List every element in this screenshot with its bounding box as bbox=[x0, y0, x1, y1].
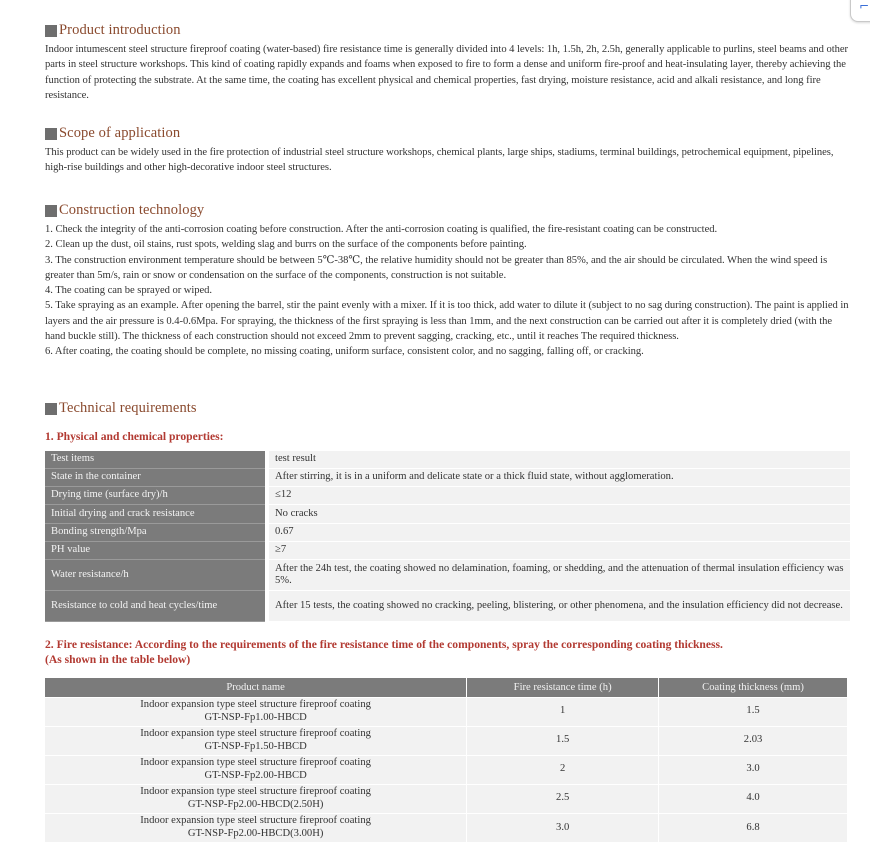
property-result: test result bbox=[267, 451, 850, 468]
tab-icon: ⌐ bbox=[859, 0, 870, 13]
col-fire-resistance-time: Fire resistance time (h) bbox=[467, 678, 659, 697]
product-code: GT-NSP-Fp2.00-HBCD(3.00H) bbox=[187, 827, 324, 839]
col-coating-thickness: Coating thickness (mm) bbox=[659, 678, 848, 697]
step-6: 6. After coating, the coating should be complete, no missing coating, uniform surface, consistent color, and no sagging, falling off, or cracking. bbox=[45, 346, 644, 358]
property-item: Water resistance/h bbox=[45, 559, 267, 590]
scope-heading bbox=[45, 125, 853, 142]
step-3: 3. The construction environment temperature should be between 5℃-38℃, the relative humidity should not be greater than 85%, and the air should be circulated. When the wind speed is greater than 5m/s, rain or snow or condensation on the surface of the components, construction is not suitable. bbox=[45, 254, 828, 281]
table-row bbox=[45, 697, 848, 726]
table-row bbox=[45, 726, 848, 755]
fire-title-line-2: (As shown in the table below) bbox=[45, 653, 191, 666]
property-item: Drying time (surface dry)/h bbox=[45, 486, 267, 504]
product-code: GT-NSP-Fp1.50-HBCD bbox=[204, 740, 307, 752]
table-row bbox=[45, 486, 850, 504]
fire-time-cell: 1 bbox=[467, 697, 659, 726]
technical-heading-text: Technical requirements bbox=[59, 400, 197, 416]
table-row bbox=[45, 813, 848, 842]
property-result: After stirring, it is in a uniform and delicate state or a thick fluid state, without agglomeration. bbox=[267, 468, 850, 486]
table-row bbox=[45, 523, 850, 541]
fire-time-cell: 2.5 bbox=[467, 784, 659, 813]
scope-text: This product can be widely used in the fire protection of industrial steel structure workshops, chemical plants, large ships, stadiums, terminal buildings, petrochemical equipment, pipelines, high-rise buildings and other high-decorative indoor steel structures. bbox=[45, 147, 834, 174]
product-code: GT-NSP-Fp2.00-HBCD bbox=[204, 769, 307, 781]
step-4: 4. The coating can be sprayed or wiped. bbox=[45, 285, 213, 297]
fire-resistance-title bbox=[45, 637, 853, 667]
table-row bbox=[45, 559, 850, 590]
product-name-cell bbox=[45, 755, 467, 784]
property-result: After 15 tests, the coating showed no cracking, peeling, blistering, or other phenomena, and the insulation efficiency did not decrease. bbox=[267, 590, 850, 621]
scope-section bbox=[45, 125, 853, 176]
fire-title-line-1: 2. Fire resistance: According to the requirements of the fire resistance time of the components, spray the corresponding coating thickness. bbox=[45, 638, 723, 651]
step-5: 5. Take spraying as an example. After opening the barrel, stir the paint evenly with a mixer. If it is too thick, add water to dilute it (subject to no sag during construction). The paint is applied in layers and the air pressure is 0.4-0.6Mpa. For spraying, the thickness of the first spraying is less than 1mm, and the next construction can be carried out after it is completely dried (with the hand buckle still). The thickness of each construction should not exceed 2mm to prevent sagging, cracking, etc., until it reaches The required thickness. bbox=[45, 300, 849, 343]
property-item: Resistance to cold and heat cycles/time bbox=[45, 590, 267, 621]
step-2: 2. Clean up the dust, oil stains, rust spots, welding slag and burrs on the surface of the components before painting. bbox=[45, 239, 527, 251]
table-row bbox=[45, 451, 850, 468]
product-name-cell bbox=[45, 813, 467, 842]
property-item: State in the container bbox=[45, 468, 267, 486]
thickness-cell: 1.5 bbox=[659, 697, 848, 726]
step-1: 1. Check the integrity of the anti-corrosion coating before construction. After the anti-corrosion coating is qualified, the fire-resistant coating can be constructed. bbox=[45, 224, 718, 235]
table-row bbox=[45, 590, 850, 621]
scope-heading-text: Scope of application bbox=[59, 125, 181, 141]
property-item: PH value bbox=[45, 541, 267, 559]
property-result: No cracks bbox=[267, 504, 850, 523]
property-result: After the 24h test, the coating showed no delamination, foaming, or shedding, and the attenuation of thermal insulation efficiency was 5%. bbox=[267, 559, 850, 590]
corner-tab-button[interactable] bbox=[850, 0, 870, 22]
property-result: ≤12 bbox=[267, 486, 850, 504]
construction-heading bbox=[45, 202, 853, 219]
intro-text: Indoor intumescent steel structure fireproof coating (water-based) fire resistance time is generally divided into 4 levels: 1h, 1.5h, 2h, 2.5h, generally applicable to purlins, steel beams and other parts in steel structure workshops. This kind of coating rapidly expands and foams when exposed to fire to form a dense and uniform fire-proof and heat-insulating layer, thereby achieving the function of protecting the substrate. At the same time, the coating has excellent physical and chemical properties, fast drying, moisture resistance, acid and alkali resistance, and long fire resistance. bbox=[45, 44, 848, 101]
property-item: Initial drying and crack resistance bbox=[45, 504, 267, 523]
heading-square-icon bbox=[45, 128, 57, 140]
physical-properties-table bbox=[45, 451, 850, 622]
construction-steps bbox=[45, 222, 853, 360]
property-result: ≥7 bbox=[267, 541, 850, 559]
physical-title: 1. Physical and chemical properties: bbox=[45, 430, 224, 443]
product-name-line: Indoor expansion type steel structure fireproof coating bbox=[140, 699, 371, 710]
product-name-cell bbox=[45, 784, 467, 813]
table-row bbox=[45, 468, 850, 486]
product-name-cell bbox=[45, 697, 467, 726]
fire-time-cell: 3.0 bbox=[467, 813, 659, 842]
intro-heading bbox=[45, 22, 853, 39]
technical-section bbox=[45, 400, 853, 417]
product-name-cell bbox=[45, 726, 467, 755]
table-row bbox=[45, 541, 850, 559]
product-code: GT-NSP-Fp1.00-HBCD bbox=[204, 711, 307, 723]
col-product-name: Product name bbox=[45, 678, 467, 697]
property-item: Test items bbox=[45, 451, 267, 468]
product-name-line: Indoor expansion type steel structure fireproof coating bbox=[140, 757, 371, 768]
intro-section bbox=[45, 22, 853, 103]
heading-square-icon bbox=[45, 25, 57, 37]
table-header-row bbox=[45, 678, 848, 697]
thickness-cell: 2.03 bbox=[659, 726, 848, 755]
heading-square-icon bbox=[45, 403, 57, 415]
thickness-cell: 4.0 bbox=[659, 784, 848, 813]
property-item: Bonding strength/Mpa bbox=[45, 523, 267, 541]
fire-resistance-table bbox=[45, 678, 848, 842]
product-code: GT-NSP-Fp2.00-HBCD(2.50H) bbox=[187, 798, 324, 810]
table-row bbox=[45, 755, 848, 784]
fire-time-cell: 2 bbox=[467, 755, 659, 784]
fire-time-cell: 1.5 bbox=[467, 726, 659, 755]
construction-section bbox=[45, 202, 853, 360]
thickness-cell: 3.0 bbox=[659, 755, 848, 784]
construction-heading-text: Construction technology bbox=[59, 202, 205, 218]
table-row bbox=[45, 504, 850, 523]
heading-square-icon bbox=[45, 205, 57, 217]
product-name-line: Indoor expansion type steel structure fireproof coating bbox=[140, 786, 371, 797]
table-row bbox=[45, 784, 848, 813]
technical-heading bbox=[45, 400, 853, 417]
thickness-cell: 6.8 bbox=[659, 813, 848, 842]
intro-heading-text: Product introduction bbox=[59, 22, 181, 38]
property-result: 0.67 bbox=[267, 523, 850, 541]
product-name-line: Indoor expansion type steel structure fireproof coating bbox=[140, 815, 371, 827]
product-name-line: Indoor expansion type steel structure fireproof coating bbox=[140, 728, 371, 739]
